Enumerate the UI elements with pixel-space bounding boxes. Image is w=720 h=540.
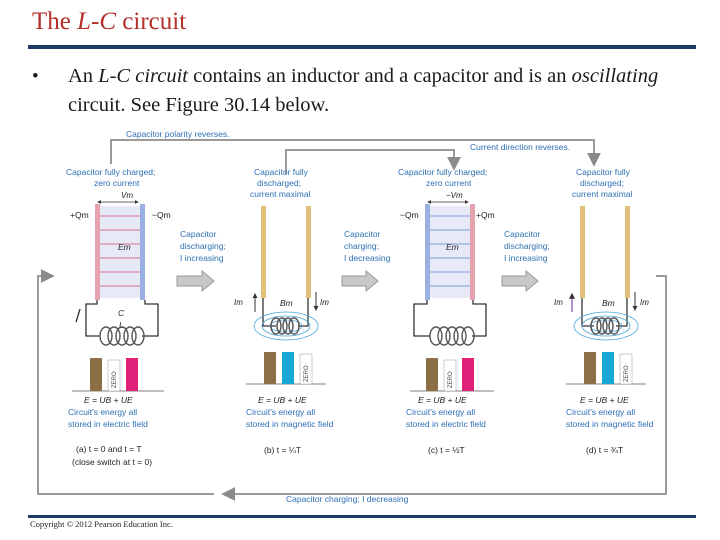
svg-text:Capacitor fully: Capacitor fully	[576, 167, 630, 177]
svg-text:(b) t = ¼T: (b) t = ¼T	[264, 445, 302, 455]
stage-a-bar-e	[90, 358, 102, 391]
stage-a-ind-label: L	[119, 320, 124, 330]
svg-text:Em: Em	[446, 242, 459, 252]
svg-text:Bm: Bm	[602, 298, 615, 308]
polarity-label: Capacitor polarity reverses.	[126, 129, 230, 139]
svg-text:Circuit's energy all: Circuit's energy all	[566, 407, 636, 417]
stage-c	[398, 167, 495, 455]
svg-text:discharged;: discharged;	[580, 178, 624, 188]
stage-a-cap-label: C	[118, 308, 125, 318]
svg-text:I decreasing: I decreasing	[344, 253, 391, 263]
svg-text:Capacitor: Capacitor	[180, 229, 217, 239]
svg-text:zero current: zero current	[426, 178, 472, 188]
bullet-marker: •	[32, 66, 39, 87]
stage-a-state-1: Capacitor fully charged;	[66, 167, 156, 177]
svg-text:Capacitor fully charged;: Capacitor fully charged;	[398, 167, 488, 177]
stage-a-time-2: (close switch at t = 0)	[72, 457, 153, 467]
stage-a-charge-plus: +Qm	[70, 210, 89, 220]
copyright: Copyright © 2012 Pearson Education Inc.	[30, 519, 173, 529]
svg-text:Bm: Bm	[280, 298, 293, 308]
svg-text:ZERO: ZERO	[624, 365, 630, 382]
stage-a-voltage: Vm	[121, 191, 133, 200]
stage-a	[66, 167, 171, 467]
svg-text:(c) t = ½T: (c) t = ½T	[428, 445, 465, 455]
svg-text:discharging;: discharging;	[180, 241, 226, 251]
svg-text:I increasing: I increasing	[180, 253, 224, 263]
svg-text:stored in magnetic field: stored in magnetic field	[566, 419, 654, 429]
svg-text:I increasing: I increasing	[504, 253, 548, 263]
title-rule	[28, 45, 696, 49]
lc-circuit-figure	[14, 126, 704, 516]
stage-a-charge-minus: −Qm	[152, 210, 171, 220]
svg-text:E = UB + UE: E = UB + UE	[258, 395, 307, 405]
svg-text:Im: Im	[234, 298, 243, 307]
stage-a-energy-2: stored in electric field	[68, 419, 148, 429]
stage-b-plate-right	[306, 206, 311, 298]
stage-a-plate-left	[95, 204, 100, 300]
svg-text:Im: Im	[640, 298, 649, 307]
svg-text:E = UB + UE: E = UB + UE	[580, 395, 629, 405]
svg-text:−Qm: −Qm	[400, 210, 419, 220]
stage-a-wire	[86, 300, 158, 336]
svg-text:charging;: charging;	[344, 241, 379, 251]
stage-a-state-2: zero current	[94, 178, 140, 188]
svg-text:Capacitor: Capacitor	[504, 229, 541, 239]
svg-text:E = UB + UE: E = UB + UE	[418, 395, 467, 405]
svg-text:(d) t = ¾T: (d) t = ¾T	[586, 445, 624, 455]
svg-text:Im: Im	[320, 298, 329, 307]
stage-a-plate-right	[140, 204, 145, 300]
transition-arrows	[177, 271, 538, 291]
svg-text:discharging;: discharging;	[504, 241, 550, 251]
stage-d	[554, 167, 654, 455]
svg-text:current maximal: current maximal	[250, 189, 311, 199]
stage-b	[234, 167, 334, 455]
stage-b-plate-left	[261, 206, 266, 298]
current-direction-label: Current direction reverses.	[470, 142, 571, 152]
svg-text:ZERO: ZERO	[448, 371, 454, 388]
svg-text:−Vm: −Vm	[446, 191, 463, 200]
svg-text:+Qm: +Qm	[476, 210, 495, 220]
stage-a-field-label: Em	[118, 242, 131, 252]
bottom-rule	[28, 515, 696, 518]
svg-text:discharged;: discharged;	[257, 178, 301, 188]
slide-title: The L-C circuit	[32, 8, 187, 35]
svg-text:ZERO: ZERO	[112, 371, 118, 388]
svg-text:Capacitor: Capacitor	[344, 229, 381, 239]
stage-a-switch	[76, 309, 80, 322]
stage-a-energy-eq: E = UB + UE	[84, 395, 133, 405]
stage-a-field-region	[98, 206, 142, 298]
svg-text:ZERO: ZERO	[304, 365, 310, 382]
svg-text:stored in electric field: stored in electric field	[406, 419, 486, 429]
bottom-arrow-label: Capacitor charging; I decreasing	[286, 494, 409, 504]
stage-a-bar-ue	[126, 358, 138, 391]
svg-text:stored in magnetic field: stored in magnetic field	[246, 419, 334, 429]
stage-a-energy-1: Circuit's energy all	[68, 407, 138, 417]
svg-text:Im: Im	[554, 298, 563, 307]
svg-text:Capacitor fully: Capacitor fully	[254, 167, 308, 177]
svg-text:current maximal: current maximal	[572, 189, 633, 199]
svg-text:Circuit's energy all: Circuit's energy all	[406, 407, 476, 417]
bullet-text: An L-C circuit contains an inductor and a capacitor and is an oscillating circuit. See Figure 30.14 below.	[68, 65, 659, 116]
svg-text:Circuit's energy all: Circuit's energy all	[246, 407, 316, 417]
stage-a-time-1: (a) t = 0 and t = T	[76, 444, 142, 454]
